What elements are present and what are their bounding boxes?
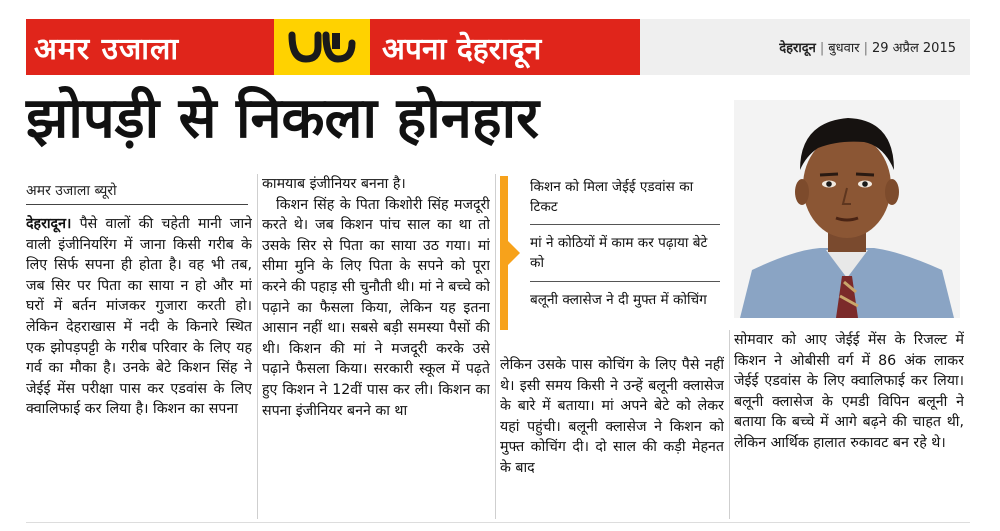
column-2-lead: कामयाब इंजीनियर बनना है। bbox=[262, 176, 406, 192]
highlight-item: मां ने कोठियों में काम कर पढ़ाया बेटे को bbox=[530, 235, 708, 271]
edition-block bbox=[370, 19, 640, 75]
paragraph bbox=[26, 214, 252, 420]
column-2-text: किशन सिंह के पिता किशोरी सिंह मजदूरी करते थे। जब किशन पांच साल का था तो उसके सिर से पिता का साया उठ गया। मां सीमा मुनि के लिए पिता के सपने को पूरा करने की पहाड़ सी चुनौती थी। मां ने बच्चे को पढ़ाने का फैसला किया, लेकिन यह इतना आसान नहीं था। सबसे बड़ी समस्या पैसों की थी। किशन की मां ने मजदूरी करके उसे पढ़ाने फैसला किया। सरकारी स्कूल में पढ़ते हुए किशन ने 12वीं पास कर ली। किशन का सपना इंजीनियर बनने का था bbox=[262, 196, 490, 419]
column-3-text: लेकिन उसके पास कोचिंग के लिए पैसे नहीं थे। इसी समय किसी ने उन्हें बलूनी क्लासेज के बारे में बताया। मां अपने बेटे को लेकर यहां पहुंची। बलूनी क्लासेज ने किशन को मुफ्त कोचिंग दी। दो साल की कड़ी मेहनत के बाद bbox=[500, 357, 724, 476]
dateline-block bbox=[640, 19, 970, 75]
article-column-3 bbox=[500, 355, 724, 519]
dateline: देहरादून। bbox=[26, 216, 72, 232]
article-column-2 bbox=[262, 174, 490, 519]
highlight-divider bbox=[530, 224, 720, 225]
byline: अमर उजाला ब्यूरो bbox=[26, 181, 248, 205]
brand-block bbox=[26, 19, 274, 75]
highlight-arrow-icon bbox=[508, 241, 520, 265]
highlight-item: बलूनी क्लासेज ने दी मुफ्त में कोचिंग bbox=[530, 292, 707, 308]
edition-date: देहरादून | बुधवार | 29 अप्रैल 2015 bbox=[779, 41, 956, 56]
column-4-text: सोमवार को आए जेईई मेंस के रिजल्ट में किशन ने ओबीसी वर्ग में 86 अंक लाकर जेईई एडवांस के लिए क्वालिफाई कर लिया। बलूनी क्लासेज के एमडी विपिन बलूनी ने बताया कि बच्चे में आगे बढ़ने की चाहत थी, लेकिन आर्थिक हालात रुकावट बन रहे थे। bbox=[734, 332, 964, 451]
edition-date-text: 29 अप्रैल 2015 bbox=[871, 41, 956, 56]
headline: झोपड़ी से निकला होनहार bbox=[26, 86, 539, 151]
article-column-4 bbox=[734, 330, 964, 519]
column-1-text: पैसे वालों की चहेती मानी जाने वाली इंजीनियरिंग में जाना किसी गरीब के लिए सिर्फ सपना ही होता है। वह भी तब, जब सिर पर पिता का साया न हो और मां घरों में बर्तन मांजकर गुजारा करती हो। लेकिन देहराखास में नदी के किनारे स्थित एक झोपड़पट्टी के गरीब परिवार के लिए यह गर्व का मौका है। उनके बेटे किशन सिंह ने जेईई मेंस परीक्षा पास कर एडवांस के लिए क्वालिफाई कर लिया है। किशन का सपना bbox=[26, 216, 252, 418]
column-divider bbox=[495, 174, 496, 519]
amar-ujala-logo-icon bbox=[274, 19, 370, 75]
brand-name: अमर उजाला bbox=[34, 32, 180, 67]
column-divider bbox=[257, 174, 258, 519]
edition-title: अपना देहरादून bbox=[382, 32, 542, 67]
highlight-accent-bar bbox=[500, 176, 508, 330]
column-divider bbox=[729, 330, 730, 519]
student-portrait-icon bbox=[734, 100, 960, 318]
article-column-1 bbox=[26, 214, 252, 519]
highlight-item: किशन को मिला जेईई एडवांस का टिकट bbox=[530, 179, 694, 215]
masthead bbox=[26, 19, 970, 75]
edition-day: बुधवार bbox=[828, 41, 860, 56]
page-bottom-rule bbox=[26, 522, 970, 523]
edition-city: देहरादून bbox=[779, 41, 816, 56]
highlight-divider bbox=[530, 281, 720, 282]
